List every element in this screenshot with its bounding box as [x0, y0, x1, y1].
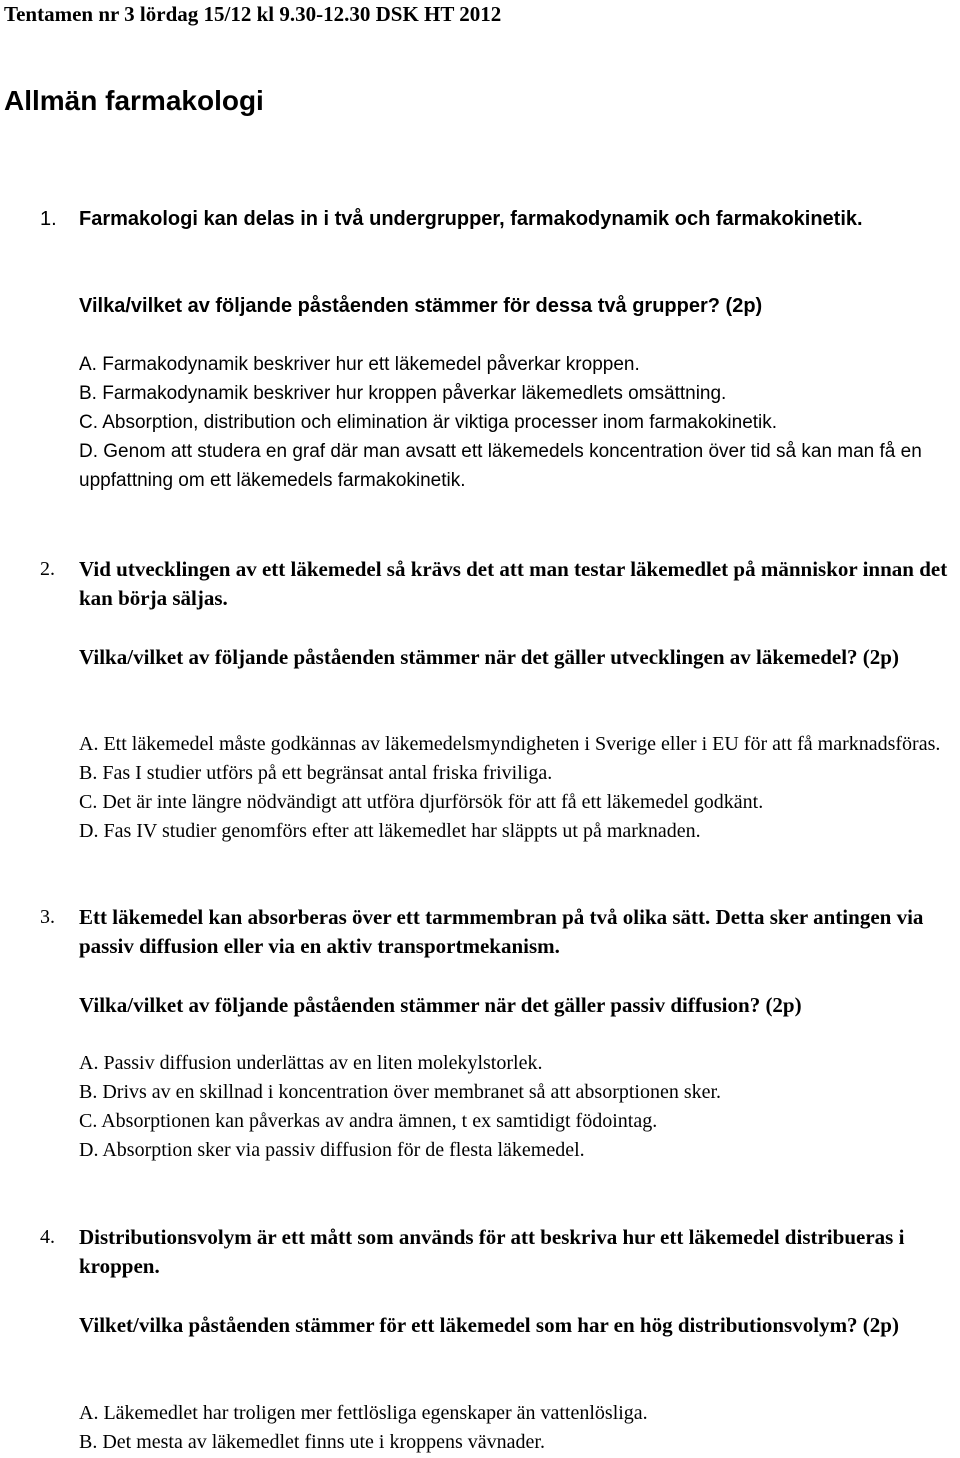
question-number: 4.: [40, 1226, 55, 1248]
question-text: Ett läkemedel kan absorberas över ett tarmmembran på två olika sätt. Detta sker antingen via passiv diffusion eller via en aktiv transportmekanism.: [79, 905, 924, 958]
option-c: C. Absorptionen kan påverkas av andra ämnen, t ex samtidigt födointag.: [79, 1110, 658, 1132]
option-b: B. Fas I studier utförs på ett begränsat antal friska friviliga.: [79, 762, 553, 784]
option-list: [79, 1399, 957, 1457]
exam-header: Tentamen nr 3 lördag 15/12 kl 9.30-12.30 DSK HT 2012: [4, 2, 502, 26]
option-a: A. Läkemedlet har troligen mer fettlösliga egenskaper än vattenlösliga.: [79, 1402, 648, 1424]
option-b: B. Drivs av en skillnad i koncentration över membranet så att absorptionen sker.: [79, 1081, 722, 1103]
option-a: A. Farmakodynamik beskriver hur ett läkemedel påverkar kroppen.: [79, 354, 640, 375]
question-number: 3.: [40, 906, 55, 928]
question-text: Vid utvecklingen av ett läkemedel så krävs det att man testar läkemedlet på människor innan det kan börja säljas.: [79, 557, 948, 610]
question-prompt: Vilka/vilket av följande påståenden stämmer när det gäller utvecklingen av läkemedel? (2p): [79, 645, 899, 669]
option-d: D. Absorption sker via passiv diffusion för de flesta läkemedel.: [79, 1139, 585, 1161]
question-text: Farmakologi kan delas in i två undergrupper, farmakodynamik och farmakokinetik.: [79, 208, 863, 230]
question-prompt: Vilka/vilket av följande påståenden stämmer för dessa två grupper? (2p): [79, 295, 763, 317]
question-prompt: Vilka/vilket av följande påståenden stämmer när det gäller passiv diffusion? (2p): [79, 993, 802, 1017]
option-a: A. Ett läkemedel måste godkännas av läkemedelsmyndigheten i Sverige eller i EU för att få marknadsföras.: [79, 733, 941, 755]
question-prompt: Vilket/vilka påståenden stämmer för ett läkemedel som har en hög distributionsvolym? (2p): [79, 1313, 899, 1337]
option-d: D. Fas IV studier genomförs efter att läkemedlet har släppts ut på marknaden.: [79, 820, 701, 842]
option-list: [79, 730, 957, 846]
question-text: Distributionsvolym är ett mått som används för att beskriva hur ett läkemedel distribueras i kroppen.: [79, 1225, 905, 1278]
option-c: C. Det är inte längre nödvändigt att utföra djurförsök för att få ett läkemedel godkänt.: [79, 791, 764, 813]
option-b: B. Farmakodynamik beskriver hur kroppen påverkar läkemedlets omsättning.: [79, 383, 727, 404]
question-number: 1.: [40, 208, 57, 230]
option-list: [79, 1049, 957, 1165]
option-list: [79, 350, 957, 495]
option-d: D. Genom att studera en graf där man avsatt ett läkemedels koncentration över tid så kan man få en uppfattning om ett läkemedels farmakokinetik.: [79, 441, 922, 491]
question-number: 2.: [40, 558, 55, 580]
option-b: B. Det mesta av läkemedlet finns ute i kroppens vävnader.: [79, 1431, 545, 1453]
section-title: Allmän farmakologi: [4, 85, 264, 116]
option-a: A. Passiv diffusion underlättas av en liten molekylstorlek.: [79, 1052, 543, 1074]
option-c: C. Absorption, distribution och elimination är viktiga processer inom farmakokinetik.: [79, 412, 778, 433]
